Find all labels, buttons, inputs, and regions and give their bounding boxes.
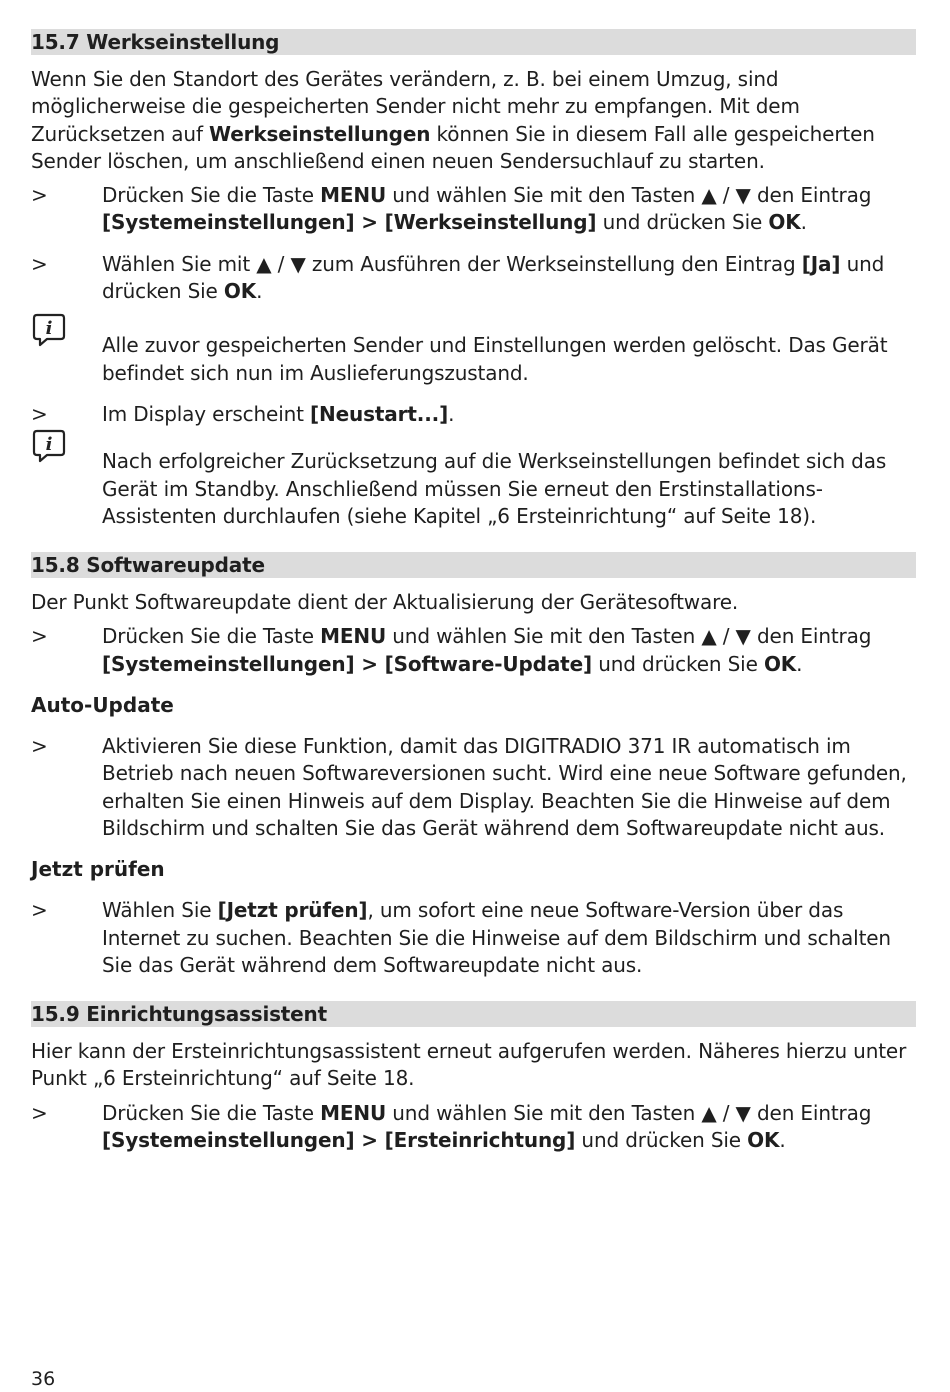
step-marker: > <box>31 401 48 426</box>
instruction-step: > Wählen Sie mit ▲ / ▼ zum Ausführen der Werkseinstellung den Eintrag [Ja] und drücken Sie OK. <box>31 251 885 304</box>
section-heading-15-7: 15.7 Werkseinstellung <box>31 29 916 55</box>
manual-page <box>31 29 916 1154</box>
step-marker: > <box>31 898 48 923</box>
step-marker: > <box>31 183 48 208</box>
section-heading-15-8: 15.8 Softwareupdate <box>31 552 916 578</box>
instruction-step: > Wählen Sie [Jetzt prüfen], um sofort eine neue Software-Version über das Internet zu suchen. Beachten Sie die Hinweise auf dem Bildschirm und schalten Sie das Gerät während dem Softwareupdate nicht aus. <box>31 898 891 977</box>
section-15-7-intro: Wenn Sie den Standort des Gerätes verändern, z. B. bei einem Umzug, sind möglicherweise die gespeicherten Sender nicht mehr zu empfangen. Mit dem Zurücksetzen auf Werkseinstellungen können Sie in diesem Fall alle gespeicherten Sender löschen, um anschließend einen neuen Sendersuchlauf zu starten. <box>31 67 875 173</box>
step-marker: > <box>31 624 48 649</box>
instruction-step: > Drücken Sie die Taste MENU und wählen Sie mit den Tasten ▲ / ▼ den Eintrag [Systemeinstellungen] > [Software-Update] und drücken Sie OK. <box>31 624 872 676</box>
page-number: 36 <box>31 1368 56 1390</box>
info-note: i Alle zuvor gespeicherten Sender und Einstellungen werden gelöscht. Das Gerät befindet sich nun im Auslieferungszustand. <box>31 332 916 387</box>
instruction-step: > Drücken Sie die Taste MENU und wählen Sie mit den Tasten ▲ / ▼ den Eintrag [Systemeinstellungen] > [Werkseinstellung] und drücken Sie OK. <box>31 183 872 235</box>
step-marker: > <box>31 251 48 276</box>
info-icon <box>31 428 67 464</box>
section-15-8-intro: Der Punkt Softwareupdate dient der Aktualisierung der Gerätesoftware. <box>31 590 739 615</box>
instruction-step: > Aktivieren Sie diese Funktion, damit das DIGITRADIO 371 IR automatisch im Betrieb nach neuen Softwareversionen sucht. Wird eine neue Software gefunden, erhalten Sie einen Hinweis auf dem Display. Beachten Sie die Hinweise auf dem Bildschirm und schalten Sie das Gerät während dem Softwareupdate nicht aus. <box>31 734 907 840</box>
info-note: i Nach erfolgreicher Zurücksetzung auf die Werkseinstellungen befindet sich das Gerät im Standby. Anschließend müssen Sie erneut den Erstinstallations-Assistenten durchlaufen (siehe Kapitel „6 Ersteinrichtung“ auf Seite 18). <box>31 448 916 530</box>
step-marker: > <box>31 734 48 759</box>
subheading-jetzt-pruefen: Jetzt prüfen <box>31 857 165 882</box>
step-marker: > <box>31 1100 48 1125</box>
instruction-step: > Im Display erscheint [Neustart...]. <box>31 401 916 428</box>
svg-text:i: i <box>45 434 53 456</box>
info-icon <box>31 312 67 348</box>
section-15-9-intro: Hier kann der Ersteinrichtungsassistent erneut aufgerufen werden. Näheres hierzu unter Punkt „6 Ersteinrichtung“ auf Seite 18. <box>31 1039 907 1091</box>
svg-text:i: i <box>45 318 53 340</box>
subheading-auto-update: Auto-Update <box>31 693 174 718</box>
section-heading-15-9: 15.9 Einrichtungsassistent <box>31 1001 916 1027</box>
instruction-step: > Drücken Sie die Taste MENU und wählen Sie mit den Tasten ▲ / ▼ den Eintrag [Systemeinstellungen] > [Ersteinrichtung] und drücken Sie OK. <box>31 1100 872 1153</box>
